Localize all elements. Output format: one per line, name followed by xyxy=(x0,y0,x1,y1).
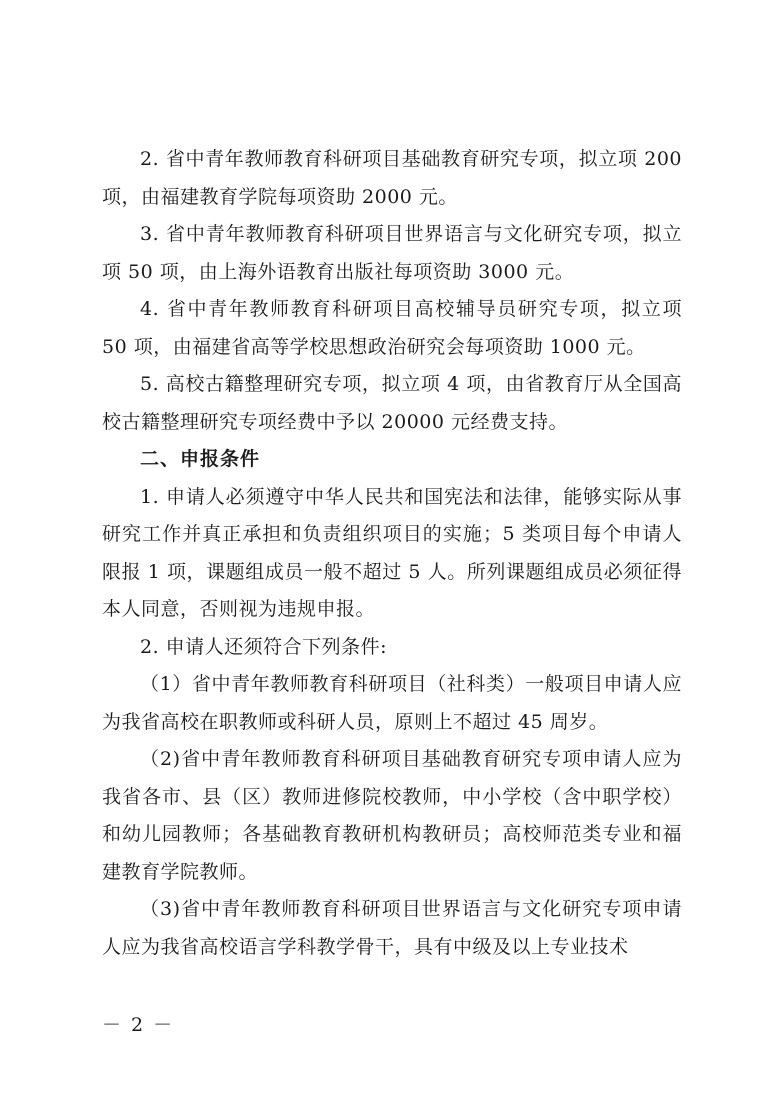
page-number: － 2 － xyxy=(102,1014,175,1036)
paragraph-item-3: 3. 省中青年教师教育科研项目世界语言与文化研究专项，拟立项 50 项，由上海外语教育出版社每项资助 3000 元。 xyxy=(102,223,682,283)
condition-paragraph-2: 2. 申请人还须符合下列条件: xyxy=(140,635,388,658)
document-body xyxy=(102,141,682,966)
paragraph-item-4: 4. 省中青年教师教育科研项目高校辅导员研究专项，拟立项 50 项，由福建省高等学校思想政治研究会每项资助 1000 元。 xyxy=(102,298,682,358)
condition-sub-3: （3)省中青年教师教育科研项目世界语言与文化研究专项申请人应为我省高校语言学科教学骨干，具有中级及以上专业技术 xyxy=(102,898,682,958)
condition-sub-1: （1）省中青年教师教育科研项目（社科类）一般项目申请人应为我省高校在职教师或科研人员，原则上不超过 45 周岁。 xyxy=(102,673,682,733)
paragraph-item-2: 2. 省中青年教师教育科研项目基础教育研究专项，拟立项 200 项，由福建教育学院每项资助 2000 元。 xyxy=(102,148,682,208)
section-heading: 二、申报条件 xyxy=(140,448,261,470)
condition-sub-2: （2)省中青年教师教育科研项目基础教育研究专项申请人应为我省各市、县（区）教师进修院校教师，中小学校（含中职学校）和幼儿园教师；各基础教育教研机构教研员；高校师范类专业和福建教育学院教师。 xyxy=(102,748,682,883)
condition-paragraph-1: 1. 申请人必须遵守中华人民共和国宪法和法律，能够实际从事研究工作并真正承担和负责组织项目的实施；5 类项目每个申请人限报 1 项，课题组成员一般不超过 5 人。所列课题组成员必须征得本人同意，否则视为违规申报。 xyxy=(102,485,682,620)
paragraph-item-5: 5. 高校古籍整理研究专项，拟立项 4 项，由省教育厅从全国高校古籍整理研究专项经费中予以 20000 元经费支持。 xyxy=(102,373,682,433)
